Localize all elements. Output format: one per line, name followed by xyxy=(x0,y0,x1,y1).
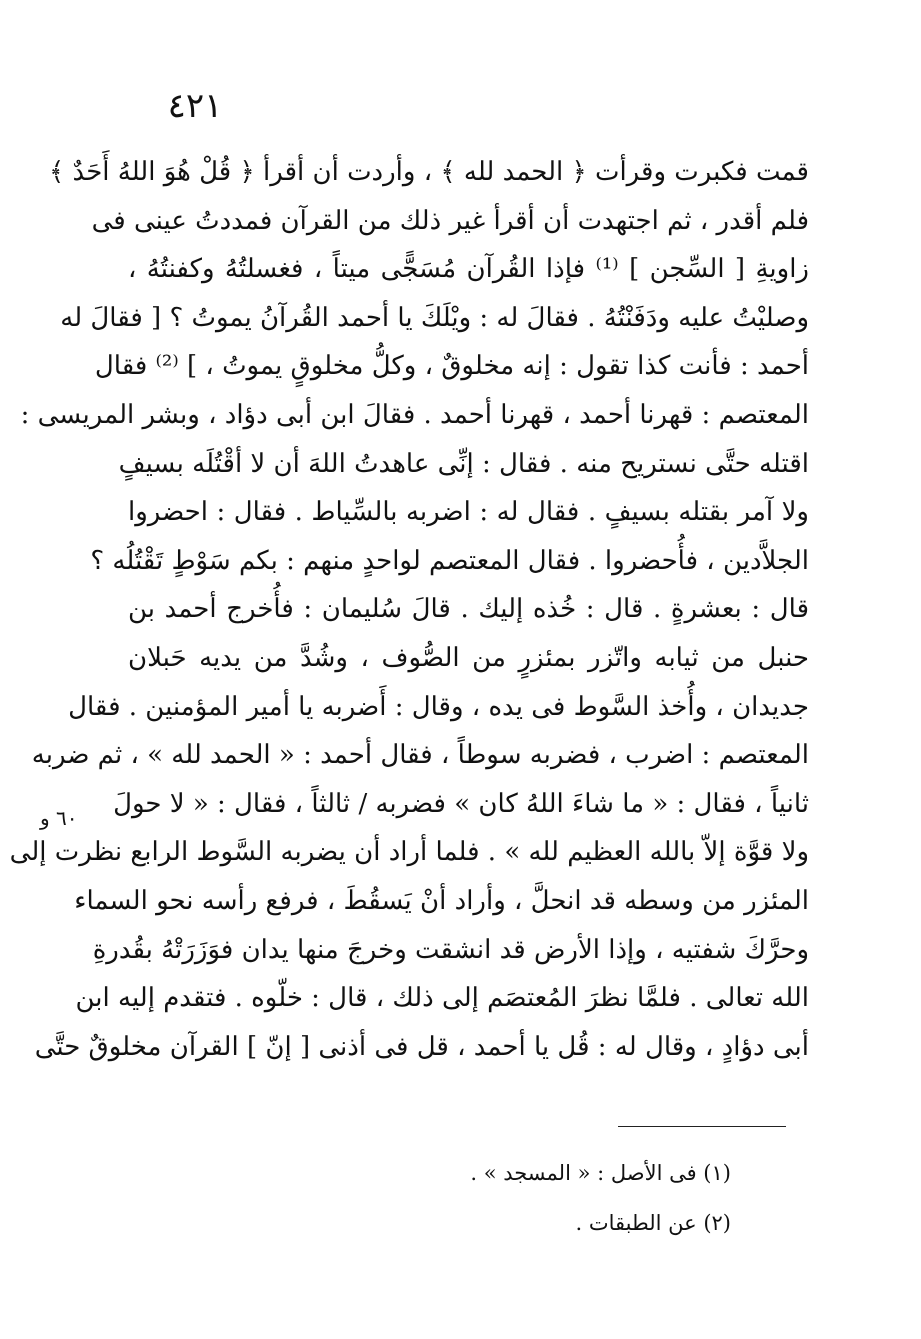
text-line: الله تعالى . فلمَّا نظرَ المُعتصَم إلى ذلك ، قال : خلّوه . فتقدم إليه ابن xyxy=(75,983,809,1014)
footnote: (٢) عن الطبقات . xyxy=(575,1211,731,1235)
footnote: (١) فى الأصل : « المسجد » . xyxy=(470,1161,731,1185)
page-number: ٤٢١ xyxy=(167,86,223,126)
text-line: ثانياً ، فقال : « ما شاءَ اللهُ كان » فضربه / ثالثاً ، فقال : « لا حولَ xyxy=(113,788,809,819)
text-line: الجلاَّدين ، فأُحضروا . فقال المعتصم لواحدٍ منهم : بكم سَوْطٍ تَقْتُلُه ؟ xyxy=(90,545,809,576)
text-line: المئزر من وسطه قد انحلَّ ، وأراد أنْ يَسقُطَ ، فرفع رأسه نحو السماء xyxy=(74,885,809,916)
text-line: قال : بعشرةٍ . قال : خُذه إليك . قالَ سُليمان : فأُخرج أحمد بن xyxy=(128,594,809,625)
text-line: أبى دؤادٍ ، وقال له : قُل يا أحمد ، قل فى أذنى [ إنّ ] القرآن مخلوقٌ حتَّى xyxy=(34,1031,809,1062)
text-line: وحرَّكَ شفتيه ، وإذا الأرض قد انشقت وخرجَ منها يدان فوَزَرَتْهُ بقُدرةِ xyxy=(92,934,809,965)
text-line: وصليْتُ عليه ودَفَنْتُهُ . فقالَ له : ويْلَكَ يا أحمد القُرآنُ يموتُ ؟ [ فقالَ له xyxy=(60,302,809,333)
text-line: ولا قوَّة إلاّ بالله العظيم لله » . فلما أراد أن يضربه السَّوط الرابع نظرت إلى xyxy=(9,837,809,868)
text-line: المعتصم : اضرب ، فضربه سوطاً ، فقال أحمد : « الحمد لله » ، ثم ضربه xyxy=(31,740,809,771)
footnotes xyxy=(171,1148,731,1248)
text-line: جديدان ، وأُخذ السَّوط فى يده ، وقال : أَضربه يا أمير المؤمنين . فقال xyxy=(68,691,809,722)
text-line: حنبل من ثيابه واتّزر بمئزرٍ من الصُّوف ، وشُدَّ من يديه حَبلان xyxy=(128,642,809,673)
text-line: اقتله حتَّى نستريح منه . فقال : إنِّى عاهدتُ اللهَ أن لا أقْتُلَه بسيفٍ xyxy=(118,448,809,479)
text-line: فلم أقدر ، ثم اجتهدت أن أقرأ غير ذلك من القرآن فمددتُ عينى فى xyxy=(91,205,809,236)
text-line: زاويةِ [ السِّجن ] ⁽¹⁾ فإذا القُرآن مُسَجًّى ميتاً ، فغسلتُهُ وكفنتُهُ ، xyxy=(128,254,809,285)
footnote-divider xyxy=(618,1126,786,1127)
folio-margin-note: ٦٠ و xyxy=(40,806,78,830)
text-line: أحمد : فأنت كذا تقول : إنه مخلوقٌ ، وكلُّ مخلوقٍ يموتُ ، ] ⁽²⁾ فقال xyxy=(94,351,809,382)
text-line: ولا آمر بقتله بسيفٍ . فقال له : اضربه بالسِّياط . فقال : احضروا xyxy=(128,497,809,528)
text-line: قمت فكبرت وقرأت ﴿ الحمد لله ﴾ ، وأردت أن أقرأ ﴿ قُلْ هُوَ اللهُ أَحَدٌ ﴾ xyxy=(49,157,809,187)
text-line: المعتصم : قهرنا أحمد ، قهرنا أحمد . فقالَ ابن أبى دؤاد ، وبشر المريسى : xyxy=(20,399,809,430)
